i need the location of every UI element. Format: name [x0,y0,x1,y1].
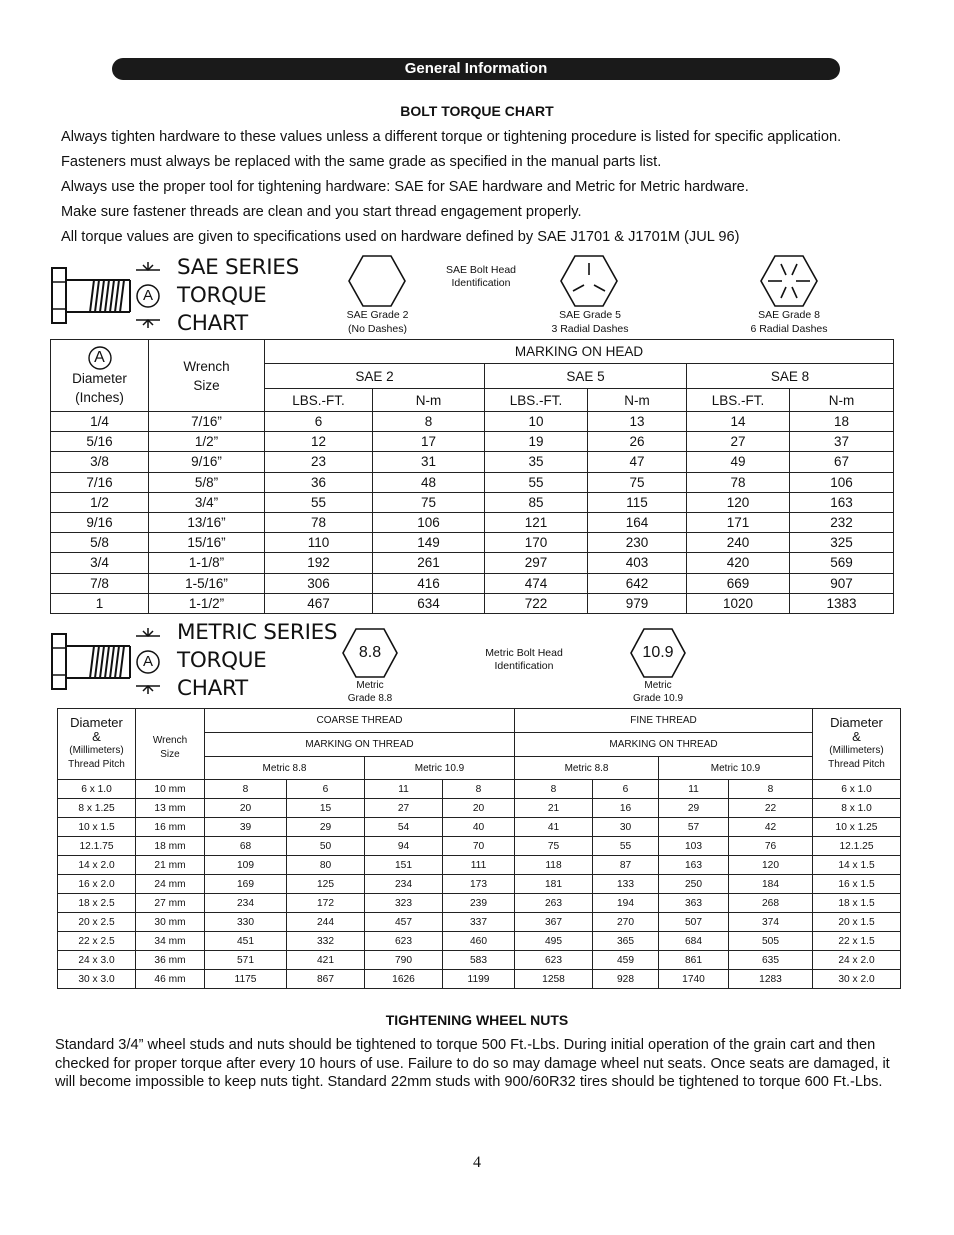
table-cell: 244 [287,913,365,932]
table-cell: 57 [659,818,729,837]
table-cell: 495 [515,932,593,951]
sae-grade-2-label: SAE Grade 2 (No Dashes) [346,309,409,335]
table-cell: 268 [729,894,813,913]
table-cell: 27 [365,799,443,818]
table-cell: 106 [790,472,894,492]
table-cell: 7/16 [51,472,149,492]
table-cell: 18 mm [136,837,205,856]
table-row [58,799,901,818]
table-cell: 85 [485,492,588,512]
table-row [58,951,901,970]
table-cell: 263 [515,894,593,913]
table-cell: 118 [515,856,593,875]
table-cell: 110 [265,533,373,553]
table-cell: 1-1/8” [149,553,265,573]
table-cell: 75 [515,837,593,856]
table-cell: 270 [593,913,659,932]
metric-torque-table [57,708,901,989]
table-cell: 55 [593,837,659,856]
table-cell: 10 x 1.25 [813,818,901,837]
sae-unit-header: N-m [790,389,894,412]
table-cell: 571 [205,951,287,970]
table-cell: 11 [659,780,729,799]
sae-torque-table [50,339,894,614]
table-row [58,875,901,894]
table-row [51,533,894,553]
coarse-marking-header: MARKING ON THREAD [205,733,515,757]
sae-head-id-label: SAE Bolt Head Identification [445,264,517,289]
table-cell: 6 [287,780,365,799]
table-cell: 35 [485,452,588,472]
table-cell: 163 [659,856,729,875]
table-cell: 18 x 2.5 [58,894,136,913]
sae-grade-8-hex-icon [760,255,818,307]
sae-unit-header: N-m [588,389,687,412]
sae-grade-8-label: SAE Grade 8 6 Radial Dashes [750,309,828,335]
table-cell: 37 [790,432,894,452]
table-cell: 149 [373,533,485,553]
table-cell: 11 [365,780,443,799]
table-cell: 19 [485,432,588,452]
table-cell: 8 [373,412,485,432]
table-cell: 3/4 [51,553,149,573]
table-cell: 1626 [365,970,443,989]
sae-grade-5-hex-icon [560,255,618,307]
metric-grade-header: Metric 10.9 [365,757,515,780]
table-cell: 170 [485,533,588,553]
table-cell: 297 [485,553,588,573]
table-cell: 55 [485,472,588,492]
table-cell: 459 [593,951,659,970]
section-banner: General Information [112,58,840,80]
sae-2-header: SAE 2 [265,364,485,389]
table-cell: 8 x 1.0 [813,799,901,818]
table-cell: 15/16” [149,533,265,553]
table-cell: 234 [365,875,443,894]
metric-dim-letter: A [142,653,153,670]
table-cell: 1199 [443,970,515,989]
metric-grade-header: Metric 10.9 [659,757,813,780]
table-cell: 1 [51,593,149,613]
table-cell: 29 [287,818,365,837]
table-cell: 6 [265,412,373,432]
intro-paragraph-2: Fasteners must always be replaced with the same grade as specified in the manual parts list. [61,154,662,170]
wheel-nuts-paragraph: Standard 3/4” wheel studs and nuts should be tightened to torque 500 Ft.-Lbs. During initial operation of the grain cart and then checked for proper torque after every 10 hours of use. Failure to do so may damage wheel nut seats. Once seats are damaged, it will become impossible to keep nuts tight. Standard 22mm studs with 900/60R32 tires should be tightened to torque 600 Ft.-Lbs. [55,1037,890,1091]
table-cell: 1/4 [51,412,149,432]
table-cell: 790 [365,951,443,970]
table-cell: 1020 [687,593,790,613]
table-cell: 8 [729,780,813,799]
table-cell: 181 [515,875,593,894]
fine-thread-header: FINE THREAD [515,709,813,733]
table-cell: 3/8 [51,452,149,472]
table-cell: 261 [373,553,485,573]
table-cell: 121 [485,512,588,532]
table-cell: 460 [443,932,515,951]
table-row [51,412,894,432]
table-cell: 21 [515,799,593,818]
table-cell: 907 [790,573,894,593]
coarse-thread-header: COARSE THREAD [205,709,515,733]
metric-grade-10-9-mark: 10.9 [642,644,674,661]
table-cell: 451 [205,932,287,951]
table-cell: 39 [205,818,287,837]
intro-paragraph-5: All torque values are given to specifications used on hardware defined by SAE J1701 & J1701M (JUL 96) [61,229,740,245]
table-cell: 24 x 2.0 [813,951,901,970]
table-cell: 40 [443,818,515,837]
table-cell: 70 [443,837,515,856]
table-cell: 36 mm [136,951,205,970]
table-cell: 16 [593,799,659,818]
table-cell: 164 [588,512,687,532]
table-cell: 163 [790,492,894,512]
table-cell: 115 [588,492,687,512]
table-cell: 474 [485,573,588,593]
table-cell: 30 x 2.0 [813,970,901,989]
table-cell: 49 [687,452,790,472]
fine-marking-header: MARKING ON THREAD [515,733,813,757]
sae-wrench-header: Wrench Size [149,340,265,412]
table-cell: 332 [287,932,365,951]
table-cell: 416 [373,573,485,593]
metric-grade-10-9-label: Metric Grade 10.9 [632,680,684,704]
table-cell: 184 [729,875,813,894]
table-cell: 26 [588,432,687,452]
table-cell: 46 mm [136,970,205,989]
table-cell: 684 [659,932,729,951]
table-cell: 14 x 1.5 [813,856,901,875]
table-cell: 16 x 1.5 [813,875,901,894]
table-cell: 403 [588,553,687,573]
table-cell: 928 [593,970,659,989]
table-row [58,913,901,932]
table-cell: 367 [515,913,593,932]
table-cell: 325 [790,533,894,553]
page-number: 4 [473,1154,481,1171]
table-cell: 75 [373,492,485,512]
table-cell: 13/16” [149,512,265,532]
table-cell: 133 [593,875,659,894]
table-cell: 54 [365,818,443,837]
table-cell: 31 [373,452,485,472]
table-cell: 239 [443,894,515,913]
sae-unit-header: N-m [373,389,485,412]
table-cell: 306 [265,573,373,593]
table-row [51,573,894,593]
table-cell: 120 [729,856,813,875]
table-cell: 20 [443,799,515,818]
table-cell: 169 [205,875,287,894]
table-cell: 22 x 2.5 [58,932,136,951]
sae-unit-header: LBS.-FT. [485,389,588,412]
table-cell: 20 [205,799,287,818]
table-cell: 68 [205,837,287,856]
table-row [58,856,901,875]
sae-5-header: SAE 5 [485,364,687,389]
table-cell: 78 [265,512,373,532]
table-cell: 8 x 1.25 [58,799,136,818]
metric-grade-header: Metric 8.8 [515,757,659,780]
table-cell: 507 [659,913,729,932]
table-cell: 363 [659,894,729,913]
table-cell: 323 [365,894,443,913]
table-cell: 13 [588,412,687,432]
sae-unit-header: LBS.-FT. [687,389,790,412]
table-cell: 16 mm [136,818,205,837]
table-cell: 10 x 1.5 [58,818,136,837]
table-cell: 421 [287,951,365,970]
table-cell: 623 [365,932,443,951]
table-cell: 18 [790,412,894,432]
table-cell: 1740 [659,970,729,989]
table-cell: 7/16” [149,412,265,432]
table-cell: 125 [287,875,365,894]
table-cell: 1-5/16” [149,573,265,593]
sae-dim-letter: A [142,287,153,304]
table-cell: 9/16 [51,512,149,532]
sae-8-header: SAE 8 [687,364,894,389]
table-cell: 979 [588,593,687,613]
table-cell: 1/2” [149,432,265,452]
table-cell: 36 [265,472,373,492]
intro-paragraph-1: Always tighten hardware to these values unless a different torque or tightening procedure is listed for specific application. [61,129,842,145]
table-cell: 337 [443,913,515,932]
sae-diameter-header: A Diameter (Inches) [51,340,149,412]
sae-grade-2-hex-icon [348,255,406,307]
metric-diameter-header-left: Diameter & (Millimeters) Thread Pitch [58,709,136,780]
table-cell: 374 [729,913,813,932]
table-cell: 22 x 1.5 [813,932,901,951]
table-cell: 103 [659,837,729,856]
table-cell: 120 [687,492,790,512]
table-cell: 15 [287,799,365,818]
table-cell: 171 [687,512,790,532]
wheel-nuts-title: TIGHTENING WHEEL NUTS [385,1012,569,1028]
table-cell: 76 [729,837,813,856]
table-cell: 1383 [790,593,894,613]
table-cell: 8 [205,780,287,799]
table-row [51,492,894,512]
table-cell: 232 [790,512,894,532]
table-cell: 6 x 1.0 [813,780,901,799]
table-cell: 14 [687,412,790,432]
table-row [58,837,901,856]
table-cell: 1175 [205,970,287,989]
table-cell: 861 [659,951,729,970]
table-cell: 6 [593,780,659,799]
table-row [58,894,901,913]
table-cell: 20 x 1.5 [813,913,901,932]
table-cell: 30 mm [136,913,205,932]
table-cell: 151 [365,856,443,875]
table-cell: 27 mm [136,894,205,913]
table-cell: 3/4” [149,492,265,512]
table-cell: 623 [515,951,593,970]
table-cell: 635 [729,951,813,970]
table-cell: 365 [593,932,659,951]
table-cell: 7/8 [51,573,149,593]
table-cell: 5/16 [51,432,149,452]
table-cell: 47 [588,452,687,472]
table-cell: 75 [588,472,687,492]
metric-wrench-header: Wrench Size [136,709,205,780]
table-cell: 24 x 3.0 [58,951,136,970]
diameter-letter-circle-icon [88,346,112,370]
bolt-chart-title: BOLT TORQUE CHART [400,103,554,119]
table-cell: 13 mm [136,799,205,818]
table-cell: 5/8 [51,533,149,553]
table-cell: 78 [687,472,790,492]
metric-grade-8-8-mark: 8.8 [358,644,382,661]
table-cell: 22 [729,799,813,818]
table-cell: 1258 [515,970,593,989]
intro-paragraph-3: Always use the proper tool for tightening hardware: SAE for SAE hardware and Metric for Metric hardware. [61,179,749,195]
sae-marking-header: MARKING ON HEAD [265,340,894,364]
table-cell: 634 [373,593,485,613]
table-cell: 467 [265,593,373,613]
table-cell: 80 [287,856,365,875]
metric-diameter-header-right: Diameter & (Millimeters) Thread Pitch [813,709,901,780]
table-cell: 234 [205,894,287,913]
table-cell: 722 [485,593,588,613]
table-cell: 23 [265,452,373,472]
table-cell: 194 [593,894,659,913]
table-cell: 10 [485,412,588,432]
table-cell: 173 [443,875,515,894]
table-cell: 34 mm [136,932,205,951]
table-cell: 29 [659,799,729,818]
table-cell: 669 [687,573,790,593]
table-cell: 111 [443,856,515,875]
table-cell: 55 [265,492,373,512]
table-cell: 42 [729,818,813,837]
table-cell: 106 [373,512,485,532]
table-row [58,818,901,837]
table-cell: 10 mm [136,780,205,799]
table-cell: 230 [588,533,687,553]
metric-grade-8-8-label: Metric Grade 8.8 [347,680,393,704]
metric-head-id-label: Metric Bolt Head Identification [485,647,563,672]
table-cell: 9/16” [149,452,265,472]
table-cell: 14 x 2.0 [58,856,136,875]
table-cell: 18 x 1.5 [813,894,901,913]
table-row [51,452,894,472]
table-cell: 12.1.25 [813,837,901,856]
table-cell: 30 x 3.0 [58,970,136,989]
table-cell: 505 [729,932,813,951]
table-cell: 67 [790,452,894,472]
table-cell: 569 [790,553,894,573]
table-cell: 16 x 2.0 [58,875,136,894]
table-cell: 109 [205,856,287,875]
table-cell: 6 x 1.0 [58,780,136,799]
table-row [51,593,894,613]
sae-unit-header: LBS.-FT. [265,389,373,412]
table-cell: 172 [287,894,365,913]
metric-series-title: METRIC SERIES TORQUE CHART [177,620,338,701]
table-cell: 642 [588,573,687,593]
table-cell: 17 [373,432,485,452]
table-row [51,512,894,532]
table-cell: 420 [687,553,790,573]
table-cell: 330 [205,913,287,932]
table-cell: 192 [265,553,373,573]
table-cell: 583 [443,951,515,970]
table-row [58,970,901,989]
table-cell: 8 [515,780,593,799]
sae-series-title: SAE SERIES TORQUE CHART [177,255,299,336]
table-row [51,553,894,573]
table-cell: 21 mm [136,856,205,875]
table-cell: 12.1.75 [58,837,136,856]
table-cell: 30 [593,818,659,837]
table-cell: 20 x 2.5 [58,913,136,932]
table-cell: 457 [365,913,443,932]
table-cell: 867 [287,970,365,989]
intro-paragraph-4: Make sure fastener threads are clean and you start thread engagement properly. [61,204,582,220]
table-cell: 94 [365,837,443,856]
table-cell: 250 [659,875,729,894]
sae-grade-5-label: SAE Grade 5 3 Radial Dashes [551,309,629,335]
table-cell: 41 [515,818,593,837]
table-cell: 1-1/2” [149,593,265,613]
table-cell: 1/2 [51,492,149,512]
table-cell: 24 mm [136,875,205,894]
table-cell: 1283 [729,970,813,989]
metric-grade-header: Metric 8.8 [205,757,365,780]
table-cell: 8 [443,780,515,799]
table-row [51,432,894,452]
table-cell: 87 [593,856,659,875]
table-row [51,472,894,492]
table-cell: 240 [687,533,790,553]
table-cell: 12 [265,432,373,452]
table-row [58,780,901,799]
table-row [58,932,901,951]
table-cell: 5/8” [149,472,265,492]
table-cell: 48 [373,472,485,492]
table-cell: 50 [287,837,365,856]
table-cell: 27 [687,432,790,452]
